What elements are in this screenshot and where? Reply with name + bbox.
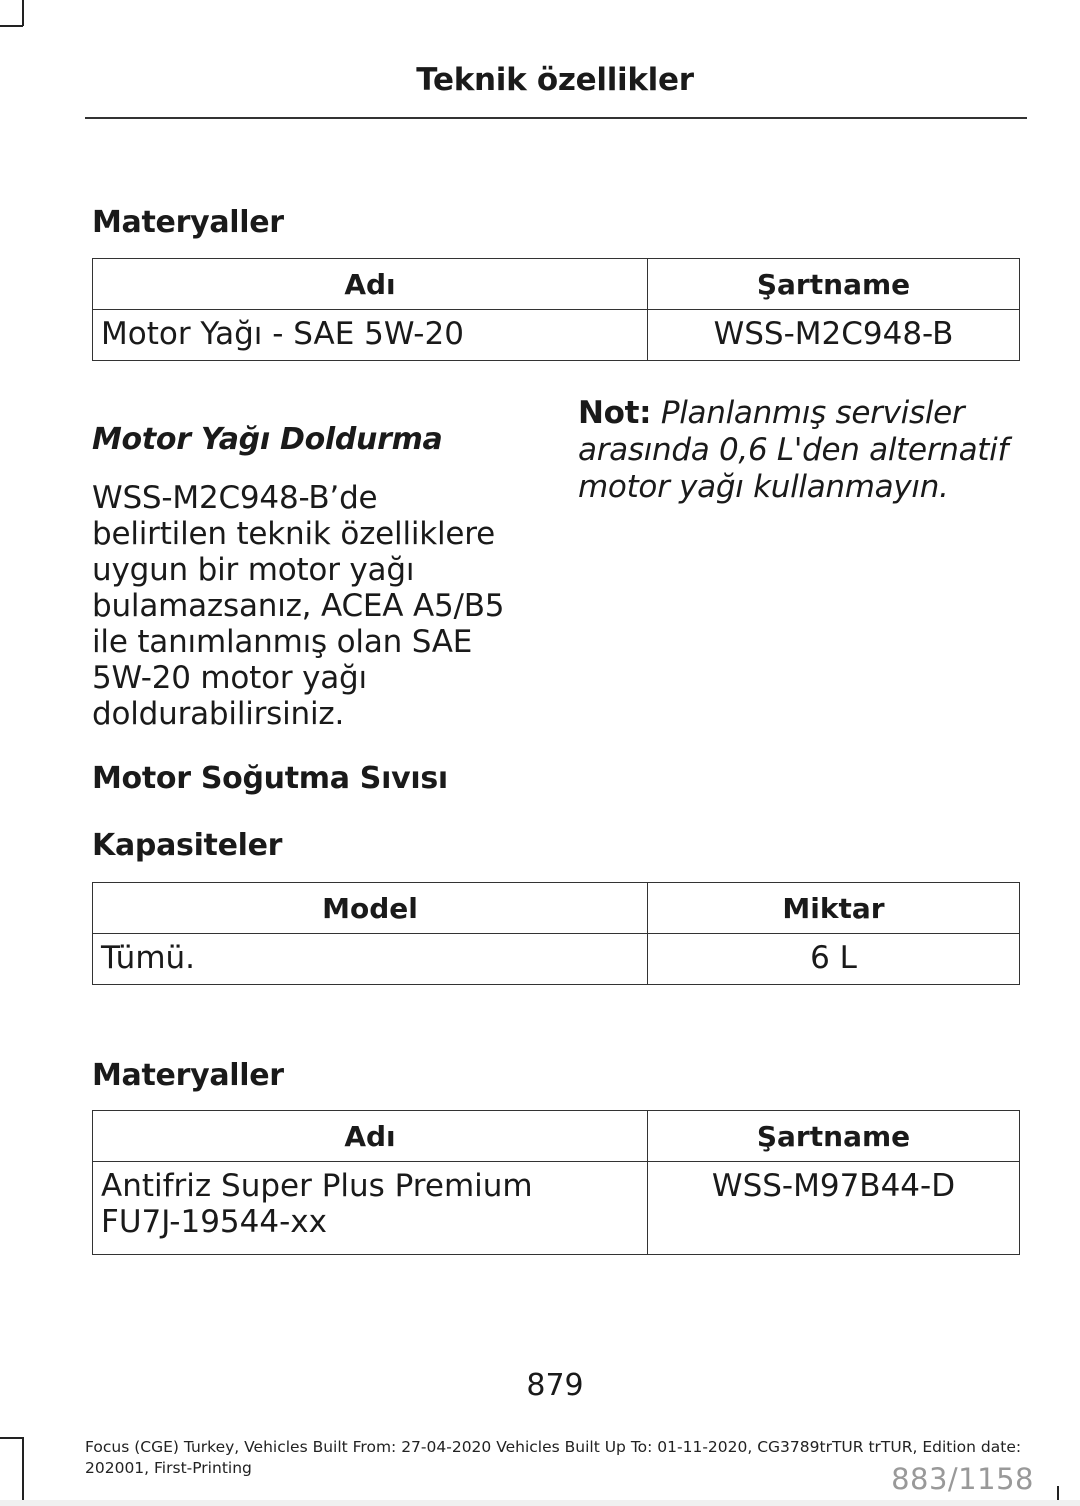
coolant-capacities-table [92, 882, 1020, 985]
table-row [93, 1162, 1020, 1255]
footer-line: Focus (CGE) Turkey, Vehicles Built From: 27-04-2020 Vehicles Built Up To: 01-11-2020, CG3789trTUR trTUR, Edition date: [85, 1438, 1022, 1456]
paragraph-line: ile tanımlanmış olan SAE [92, 624, 473, 660]
cell-line: Antifriz Super Plus Premium [101, 1168, 533, 1204]
note-label: Not: [578, 395, 652, 431]
table-cell-amount: 6 L [648, 934, 1020, 985]
column-header-model: Model [93, 883, 648, 934]
paragraph-line: 5W-20 motor yağı [92, 660, 367, 696]
table-cell-name: Motor Yağı - SAE 5W-20 [93, 310, 648, 361]
column-header-name: Adı [93, 1111, 648, 1162]
page-number: 879 [526, 1368, 584, 1403]
note-line: arasında 0,6 L'den alternatif [578, 432, 1009, 468]
oil-fill-heading: Motor Yağı Doldurma [92, 422, 443, 457]
column-header-spec: Şartname [648, 259, 1020, 310]
crop-mark-top-left-h [0, 25, 23, 27]
crop-mark-bottom-left-h [0, 1437, 23, 1439]
table-cell-spec: WSS-M2C948-B [648, 310, 1020, 361]
note-line: Planlanmış servisler [651, 395, 965, 431]
header-divider [85, 117, 1027, 119]
table-row [93, 310, 1020, 361]
oil-materials-table [92, 258, 1020, 361]
coolant-materials-heading: Materyaller [92, 1058, 284, 1093]
crop-mark-top-left-v [22, 0, 24, 26]
oil-fill-paragraph [92, 480, 562, 732]
coolant-heading: Motor Soğutma Sıvısı [92, 761, 448, 796]
table-header-row [93, 883, 1020, 934]
cell-line: FU7J-19544-xx [101, 1204, 327, 1240]
table-header-row [93, 1111, 1020, 1162]
column-header-amount: Miktar [648, 883, 1020, 934]
page-header-title: Teknik özellikler [416, 62, 694, 98]
note-block [578, 395, 1048, 506]
paragraph-line: belirtilen teknik özelliklere [92, 516, 496, 552]
paragraph-line: uygun bir motor yağı [92, 552, 415, 588]
viewer-page-counter: 883/1158 [891, 1462, 1034, 1496]
footer-line: 202001, First-Printing [85, 1459, 252, 1477]
table-header-row [93, 259, 1020, 310]
paragraph-line: doldurabilirsiniz. [92, 696, 345, 732]
coolant-materials-table [92, 1110, 1020, 1255]
crop-mark-bottom-left-v [22, 1437, 24, 1503]
note-line: motor yağı kullanmayın. [578, 469, 949, 505]
column-header-name: Adı [93, 259, 648, 310]
table-row [93, 934, 1020, 985]
paragraph-line: bulamazsanız, ACEA A5/B5 [92, 588, 505, 624]
capacities-heading: Kapasiteler [92, 828, 283, 863]
viewer-bottom-bar [0, 1500, 1080, 1506]
table-cell-spec: WSS-M97B44-D [648, 1162, 1020, 1255]
column-header-spec: Şartname [648, 1111, 1020, 1162]
materials-heading: Materyaller [92, 205, 284, 240]
paragraph-line: WSS-M2C948-B’de [92, 480, 378, 516]
table-cell-model: Tümü. [93, 934, 648, 985]
table-cell-name [93, 1162, 648, 1255]
